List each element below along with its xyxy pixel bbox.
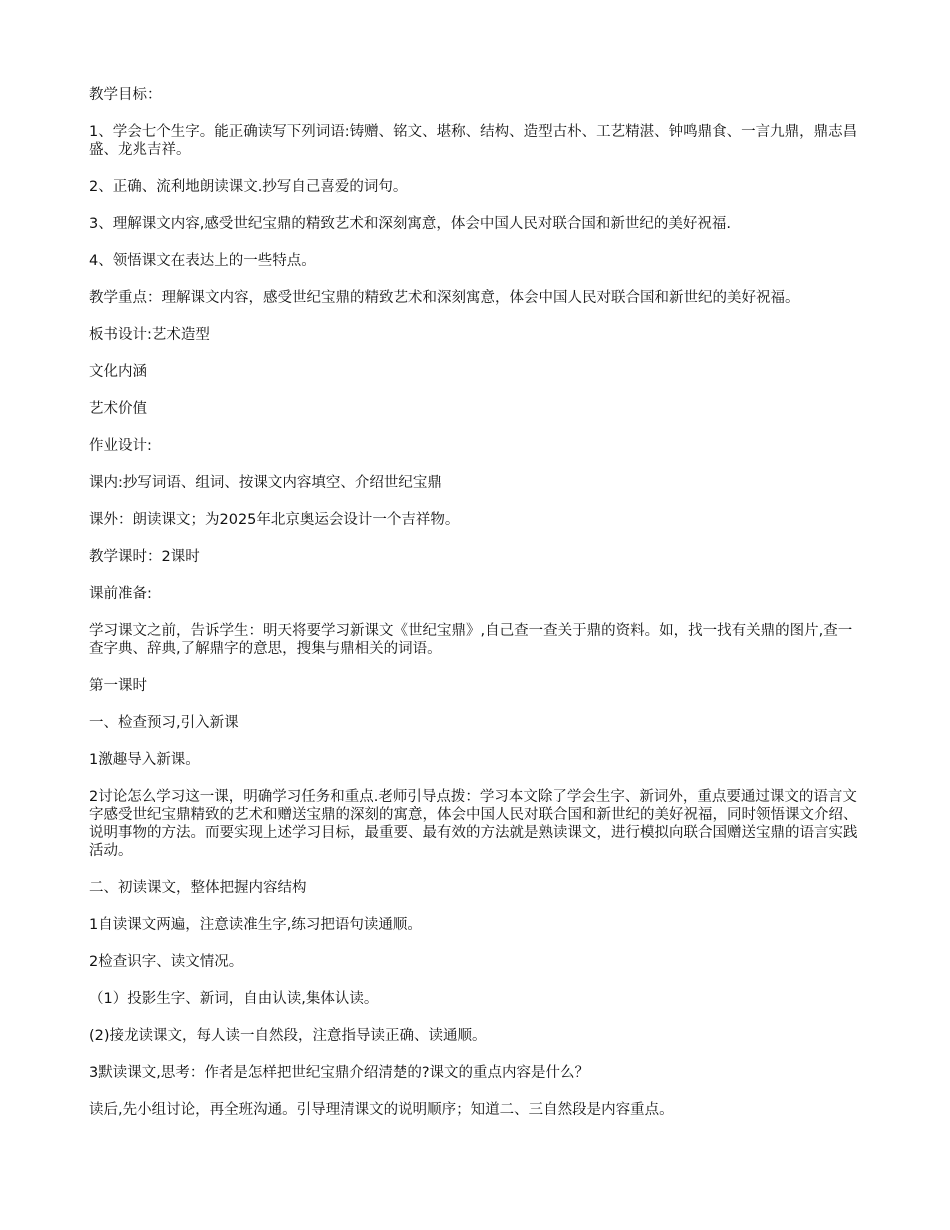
section-2-closing: 读后,先小组讨论，再全班沟通。引导理清课文的说明顺序；知道二、三自然段是内容重点。: [89, 1102, 674, 1118]
goal-item-4: 4、领悟课文在表达上的一些特点。: [89, 253, 316, 269]
section-1-item-2: 2讨论怎么学习这一课，明确学习任务和重点.老师引导点拨：学习本文除了学会生字、新词外，重点要通过课文的语言文字感受世纪宝鼎精致的艺术和赠送宝鼎的深刻的寓意，体会中国人民对联合国和新世纪的美好祝福，同时领悟课文介绍、说明事物的方法。而要实现上述学习目标，最重要、最有效的方法就是熟读课文，进行模拟向联合国赠送宝鼎的语言实践活动。: [89, 789, 858, 859]
document-body: [89, 86, 861, 1138]
section-2-subitem-2: (2)接龙读课文，每人读一自然段，注意指导读正确、读通顺。: [89, 1028, 487, 1044]
section-2-heading: 二、初读课文，整体把握内容结构: [89, 880, 307, 896]
homework-in-class: 课内:抄写词语、组词、按课文内容填空、介绍世纪宝鼎: [89, 475, 442, 491]
goal-item-2: 2、正确、流利地朗读课文.抄写自己喜爱的词句。: [89, 179, 408, 195]
section-1-heading: 一、检查预习,引入新课: [89, 715, 239, 731]
section-1-item-1: 1激趣导入新课。: [89, 752, 200, 768]
section-2-item-3: 3默读课文,思考：作者是怎样把世纪宝鼎介绍清楚的?课文的重点内容是什么？: [89, 1065, 590, 1081]
homework-after-class: 课外：朗读课文；为2025年北京奥运会设计一个吉祥物。: [89, 512, 460, 528]
teaching-focus: 教学重点：理解课文内容，感受世纪宝鼎的精致艺术和深刻寓意，体会中国人民对联合国和新世纪的美好祝福。: [89, 290, 800, 306]
section-2-item-1: 1自读课文两遍，注意读准生字,练习把语句读通顺。: [89, 917, 422, 933]
heading-homework: 作业设计:: [89, 438, 152, 454]
goal-item-1: 1、学会七个生字。能正确读写下列词语:铸赠、铭文、堪称、结构、造型古朴、工艺精湛、钟鸣鼎食、一言九鼎，鼎志昌盛、龙兆吉祥。: [89, 124, 858, 158]
goal-item-3: 3、理解课文内容,感受世纪宝鼎的精致艺术和深刻寓意，体会中国人民对联合国和新世纪的美好祝福.: [89, 216, 731, 232]
board-line-value: 艺术价值: [89, 401, 147, 417]
heading-teaching-goals: 教学目标：: [89, 87, 162, 103]
board-line-culture: 文化内涵: [89, 364, 147, 380]
preparation-text: 学习课文之前，告诉学生：明天将要学习新课文《世纪宝鼎》,自己查一查关于鼎的资料。如，找一找有关鼎的图片,查一查字典、辞典,了解鼎字的意思，搜集与鼎相关的词语。: [89, 623, 853, 657]
section-2-item-2: 2检查识字、读文情况。: [89, 954, 244, 970]
heading-first-lesson: 第一课时: [89, 678, 147, 694]
board-design: 板书设计:艺术造型: [89, 327, 210, 343]
section-2-subitem-1: （1）投影生字、新词，自由认读,集体认读。: [89, 991, 379, 1007]
class-hours: 教学课时：2课时: [89, 549, 200, 565]
heading-preparation: 课前准备:: [89, 586, 152, 602]
